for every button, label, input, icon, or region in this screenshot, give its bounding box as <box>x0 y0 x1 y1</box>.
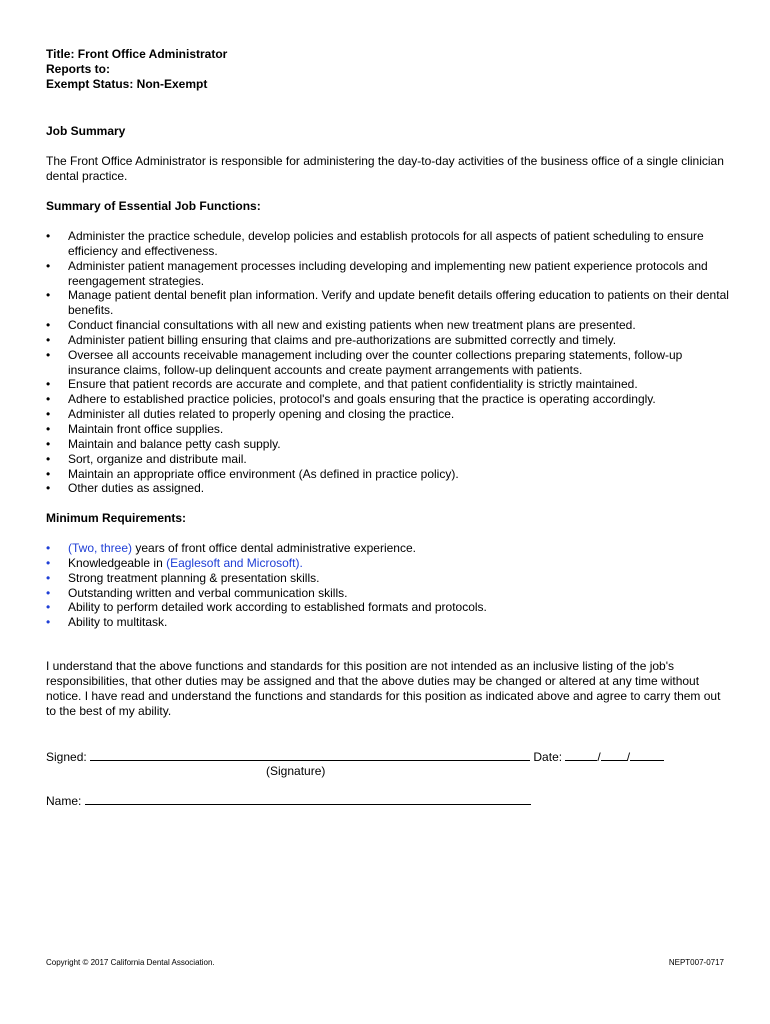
function-item <box>46 481 730 496</box>
function-text: Administer the practice schedule, develop policies and establish protocols for all aspects of patient scheduling to ensure efficiency and effectiveness. <box>68 229 704 258</box>
job-header <box>46 47 227 92</box>
function-item <box>46 318 730 333</box>
essential-functions-list <box>46 229 730 496</box>
bullet-icon: • <box>46 229 51 243</box>
acknowledgement-text: I understand that the above functions and standards for this position are not intended as an inclusive listing of the job's responsibilities, that other duties may be assigned and that the above duties may be changed or altered at any time without notice. I have read and understand the functions and standards for this position as indicated above and agree to carry them out to the best of my ability. <box>46 659 721 718</box>
exempt-status: Exempt Status: Non-Exempt <box>46 77 208 91</box>
date-slash: / <box>626 750 631 764</box>
essential-functions-heading: Summary of Essential Job Functions: <box>46 199 261 213</box>
requirement-item <box>46 571 730 586</box>
function-text: Maintain front office supplies. <box>68 421 224 436</box>
bullet-icon: • <box>46 615 51 630</box>
function-item <box>46 437 730 452</box>
bullet-icon: • <box>46 451 51 466</box>
function-item <box>46 467 730 482</box>
date-month-line[interactable] <box>565 749 597 761</box>
date-year-line[interactable] <box>630 749 664 761</box>
function-text: Sort, organize and distribute mail. <box>68 451 247 466</box>
requirement-item <box>46 615 730 630</box>
requirement-years-placeholder: (Two, three) <box>68 541 133 555</box>
requirement-item <box>46 556 730 571</box>
function-text: Administer patient billing ensuring that claims and pre-authorizations are submitted correctly and timely. <box>68 332 617 347</box>
requirement-item <box>46 586 730 601</box>
signature-line[interactable] <box>90 749 530 761</box>
function-text: Maintain and balance petty cash supply. <box>68 436 281 451</box>
function-text: Other duties as assigned. <box>68 481 205 496</box>
requirement-item <box>46 600 730 615</box>
document-page <box>46 0 730 1024</box>
function-item <box>46 229 730 259</box>
function-text: Maintain an appropriate office environment (As defined in practice policy). <box>68 466 459 481</box>
minimum-requirements-list <box>46 541 730 630</box>
date-slash: / <box>597 750 601 764</box>
function-item <box>46 452 730 467</box>
function-text: Adhere to established practice policies, protocol's and goals ensuring that the practice is operating accordingly. <box>68 392 656 407</box>
name-line[interactable] <box>85 793 531 805</box>
bullet-icon: • <box>46 258 51 273</box>
requirement-software-prefix: Knowledgeable in <box>68 555 167 570</box>
bullet-icon: • <box>46 392 51 407</box>
signed-label: Signed: <box>46 750 87 764</box>
date-day-line[interactable] <box>601 749 627 761</box>
function-text: Conduct financial consultations with all new and existing patients when new treatment plans are presented. <box>68 318 636 333</box>
requirement-text: Strong treatment planning & presentation skills. <box>68 570 320 585</box>
function-text: Manage patient dental benefit plan information. Verify and update benefit details offering education to patients on their dental benefits. <box>68 288 729 318</box>
job-title: Title: Front Office Administrator <box>46 47 228 61</box>
function-item <box>46 333 730 348</box>
function-item <box>46 407 730 422</box>
document-code: NEPT007-0717 <box>668 958 724 967</box>
bullet-icon: • <box>46 600 51 615</box>
function-item <box>46 348 730 378</box>
signature-caption: (Signature) <box>266 764 326 778</box>
bullet-icon: • <box>46 318 51 333</box>
function-item <box>46 259 730 289</box>
bullet-icon: • <box>46 466 51 481</box>
bullet-icon: • <box>46 421 51 436</box>
requirement-text: Ability to multitask. <box>68 615 168 630</box>
copyright-footer: Copyright © 2017 California Dental Association. <box>46 958 215 967</box>
requirement-text: Outstanding written and verbal communication skills. <box>68 585 348 600</box>
reports-to: Reports to: <box>46 62 110 76</box>
bullet-icon: • <box>46 347 51 362</box>
requirement-item <box>46 541 730 556</box>
name-row <box>46 793 531 809</box>
signature-row <box>46 749 664 765</box>
bullet-icon: • <box>46 481 51 496</box>
function-item <box>46 392 730 407</box>
bullet-icon: • <box>46 585 51 600</box>
bullet-icon: • <box>46 541 51 555</box>
function-text: Ensure that patient records are accurate and complete, and that patient confidentiality is strictly maintained. <box>68 377 638 392</box>
job-summary-heading: Job Summary <box>46 124 126 138</box>
bullet-icon: • <box>46 436 51 451</box>
bullet-icon: • <box>46 288 51 303</box>
bullet-icon: • <box>46 570 51 585</box>
bullet-icon: • <box>46 332 51 347</box>
requirement-software-placeholder: (Eaglesoft and Microsoft). <box>166 555 303 570</box>
bullet-icon: • <box>46 407 51 422</box>
bullet-icon: • <box>46 555 51 570</box>
function-item <box>46 422 730 437</box>
function-text: Administer patient management processes including developing and implementing new patient experience protocols and reengagement strategies. <box>68 258 708 288</box>
minimum-requirements-heading: Minimum Requirements: <box>46 511 187 525</box>
job-summary-text: The Front Office Administrator is responsible for administering the day-to-day activities of the business office of a single clinician dental practice. <box>46 154 724 183</box>
date-label: Date: <box>533 750 563 764</box>
function-item <box>46 288 730 318</box>
function-text: Administer all duties related to properly opening and closing the practice. <box>68 407 455 422</box>
bullet-icon: • <box>46 377 51 392</box>
requirement-years-text: years of front office dental administrative experience. <box>132 541 416 555</box>
function-text: Oversee all accounts receivable management including over the counter collections preparing statements, follow-up insurance claims, follow-up delinquent accounts and create payment arrangements with patients. <box>68 347 683 377</box>
function-item <box>46 377 730 392</box>
name-label: Name: <box>46 794 82 808</box>
requirement-text: Ability to perform detailed work according to established formats and protocols. <box>68 600 487 615</box>
